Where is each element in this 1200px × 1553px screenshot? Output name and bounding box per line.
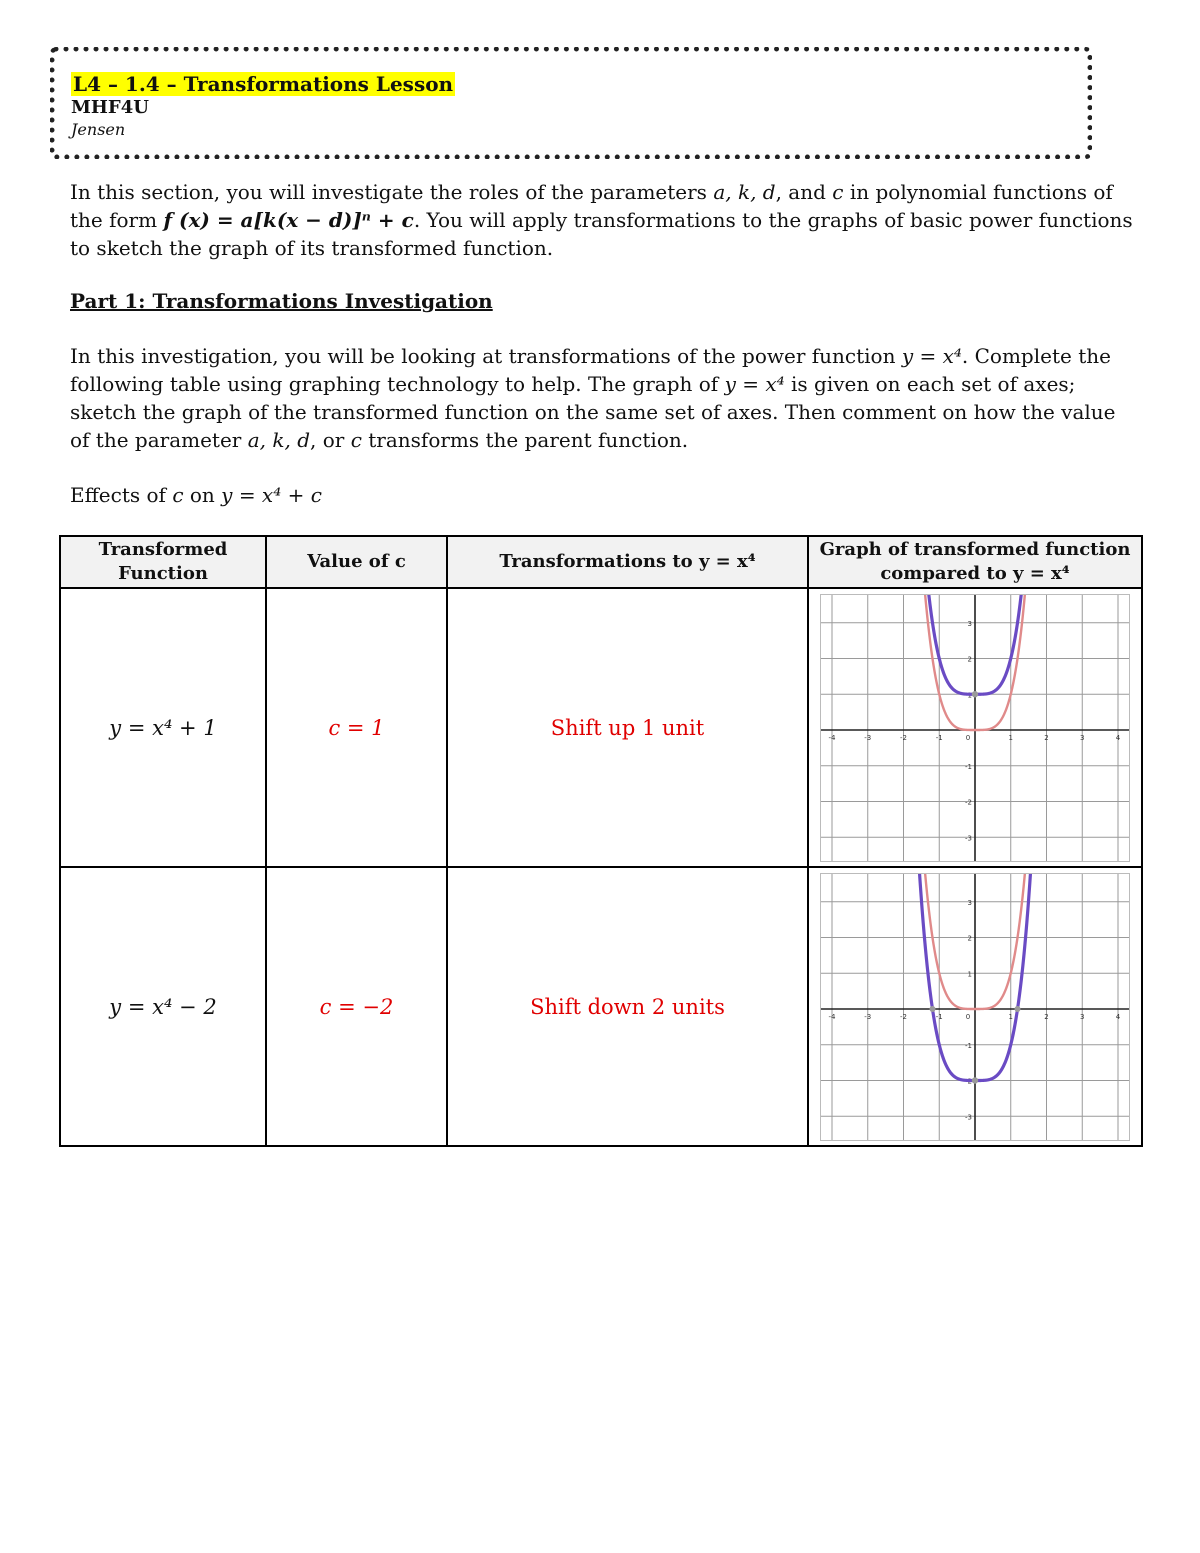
graph-cell — [808, 588, 1142, 867]
graph-cell — [808, 867, 1142, 1146]
x-tick-label: -2 — [900, 1012, 907, 1021]
x-tick-label: -4 — [828, 733, 836, 742]
x-tick-label: -3 — [864, 733, 872, 742]
x-tick-label: 3 — [1080, 733, 1085, 742]
x-tick-label: 3 — [1080, 1012, 1085, 1021]
header-value-of-c: Value of c — [266, 536, 447, 588]
x-tick-label: -2 — [900, 733, 907, 742]
y-tick-label: -2 — [965, 1077, 972, 1085]
transformed-function: y = x⁴ + 1 — [60, 588, 266, 867]
x-tick-label: 0 — [965, 733, 971, 742]
value-of-c: c = 1 — [266, 588, 447, 867]
course-code: MHF4U — [71, 97, 149, 118]
y-tick-label: 1 — [967, 969, 972, 978]
x-intercept-point — [1015, 1006, 1021, 1012]
x-tick-label: 4 — [1115, 733, 1121, 742]
x-tick-label: 1 — [1008, 1012, 1013, 1021]
graph-shift-up — [820, 594, 1130, 862]
y-tick-label: 3 — [967, 898, 972, 907]
x-tick-label: 2 — [1044, 1012, 1049, 1021]
transformation-description: Shift down 2 units — [447, 867, 808, 1146]
y-tick-label: -1 — [965, 1041, 972, 1050]
x-tick-label: -1 — [935, 733, 943, 742]
transformations-table — [59, 535, 1143, 1147]
x-tick-label: -4 — [828, 1012, 836, 1021]
investigation-paragraph: In this investigation, you will be looking at transformations of the power function y = x⁴. Complete the following table using graphing technology to help. The graph of y = x⁴ is given on each set of axes; sketch the graph of the transformed function on the same set of axes. Then comment on how the value of the parameter a, k, d, or c transforms the parent function. — [70, 344, 1116, 452]
y-tick-label: -1 — [965, 762, 972, 771]
x-tick-label: -1 — [935, 1012, 943, 1021]
part1-heading: Part 1: Transformations Investigation — [70, 289, 493, 313]
header-transformed-function: Transformed Function — [60, 536, 266, 588]
x-intercept-point — [929, 1006, 935, 1012]
transformed-function: y = x⁴ − 2 — [60, 867, 266, 1146]
y-tick-label: 3 — [967, 619, 972, 628]
x-tick-label: 4 — [1115, 1012, 1121, 1021]
table-header-row — [60, 536, 1142, 588]
y-tick-label: 2 — [967, 655, 972, 663]
header-graph: Graph of transformed function compared to y = x⁴ — [808, 536, 1142, 588]
intro-paragraph: In this section, you will investigate the roles of the parameters a, k, d, and c in polynomial functions of the form f (x) = a[k(x − d)]ⁿ + c. You will apply transformations to the graphs of basic power functions to sketch the graph of its transformed function. — [70, 180, 1133, 260]
graph-shift-down — [820, 873, 1130, 1141]
value-of-c: c = −2 — [266, 867, 447, 1146]
y-tick-label: -2 — [965, 798, 972, 806]
table-row — [60, 588, 1142, 867]
vertex-point — [972, 1077, 978, 1083]
x-tick-label: 1 — [1008, 733, 1013, 742]
y-tick-label: -3 — [965, 1112, 972, 1121]
teacher-name: Jensen — [71, 120, 126, 139]
transformation-description: Shift up 1 unit — [447, 588, 808, 867]
x-tick-label: -3 — [864, 1012, 872, 1021]
effects-label: Effects of c on y = x⁴ + c — [70, 483, 322, 507]
y-tick-label: 2 — [967, 934, 972, 942]
x-tick-label: 2 — [1044, 733, 1049, 742]
y-tick-label: -3 — [965, 833, 972, 842]
header-transformations: Transformations to y = x⁴ — [447, 536, 808, 588]
x-tick-label: 0 — [965, 1012, 971, 1021]
lesson-title: L4 – 1.4 – Transformations Lesson — [73, 72, 454, 96]
header-box — [50, 47, 1092, 159]
y-tick-label: 1 — [967, 690, 972, 699]
table-row — [60, 867, 1142, 1146]
vertex-point — [972, 691, 978, 697]
